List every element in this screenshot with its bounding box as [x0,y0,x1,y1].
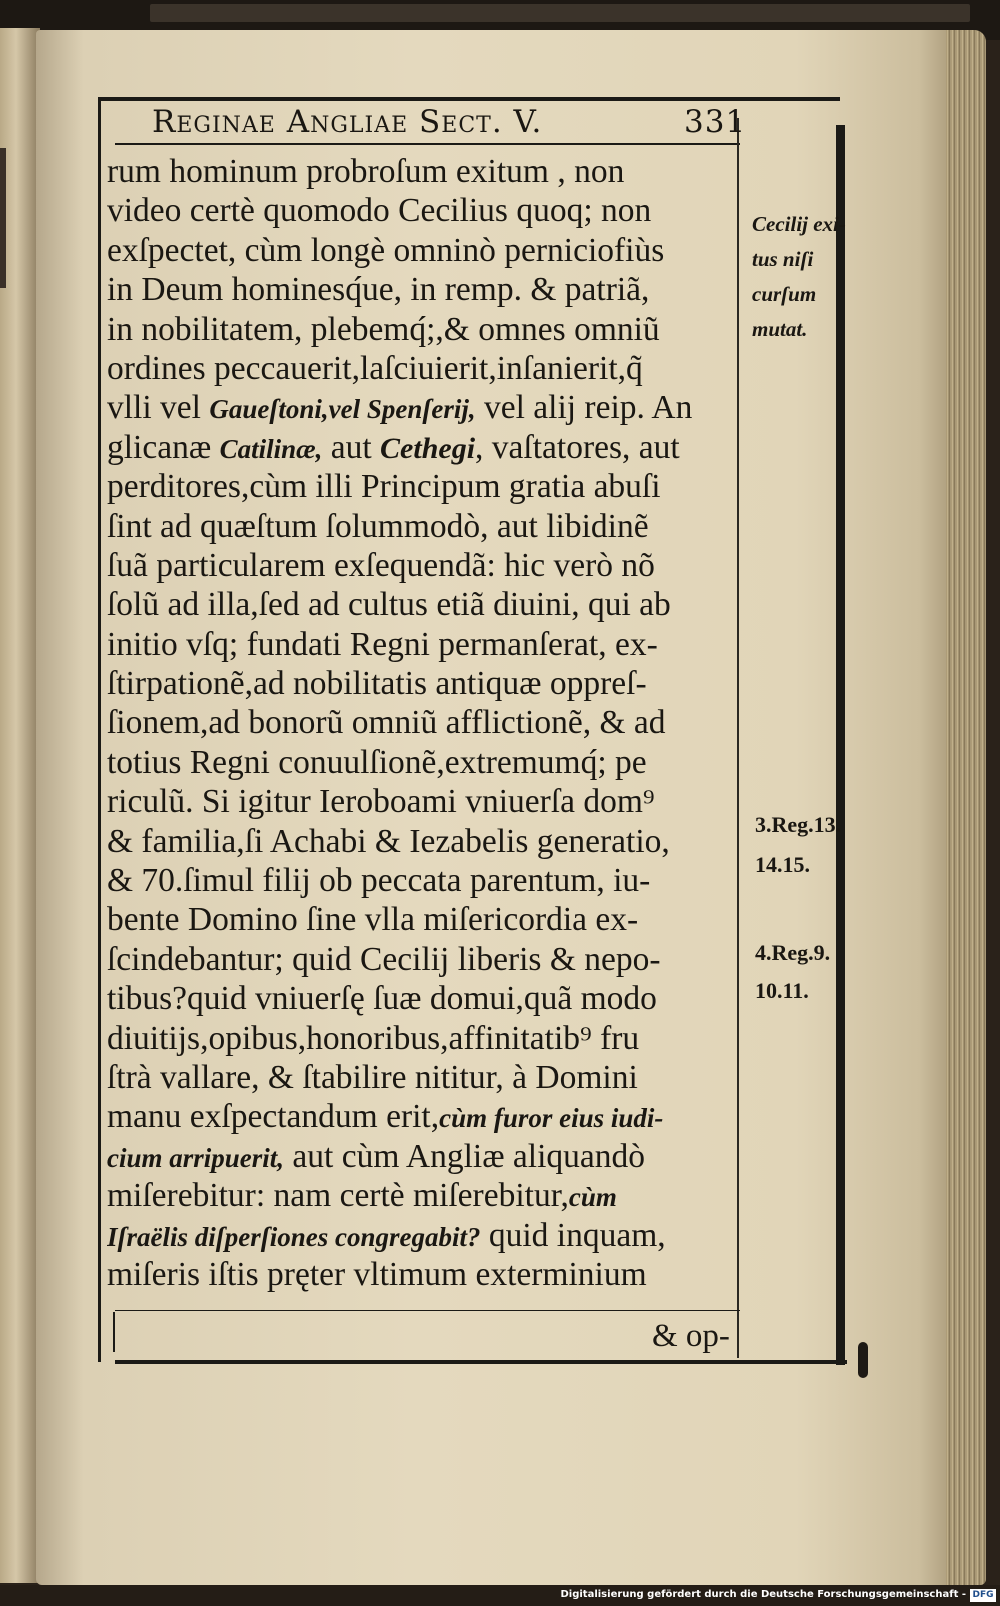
text-line: riculũ. Si igitur Ieroboami vniuerſa dom⁹ [107,783,655,821]
funding-credit: Digitalisierung gefördert durch die Deutsche Forschungsgemeinschaft - [560,1589,966,1600]
text-line [107,1176,747,1215]
text-segment: , vaſtatores, aut [475,428,680,466]
text-line: ſolũ ad illa,ſed ad cultus etiã diuini, qui ab [107,586,671,624]
catchword: & op- [652,1318,730,1354]
margin-reference: 3.Reg.13. [755,812,842,837]
text-line: initio vſq; fundati Regni permanſerat, ex- [107,625,658,663]
text-line: ſtirpationẽ,ad nobilitatis antiquæ oppreſ- [107,665,647,703]
running-header-title: Reginae Angliae Sect. V. [152,104,543,140]
text-line: ſionem,ad bonorũ omniũ afflictionẽ, & ad [107,704,666,742]
text-line: in nobilitatem, plebemq́;,& omnes omniũ [107,310,660,348]
text-line: ſcindebantur; quid Cecilij liberis & nepo- [107,940,661,978]
text-segment: quid inquam, [480,1216,666,1254]
margin-reference: 4.Reg.9. [755,940,831,965]
top-edge-shadow [150,4,970,22]
text-line [107,388,747,427]
text-line: ſuã particularem exſequendã: hic verò nõ [107,546,655,584]
text-segment: aut cùm Angliæ aliquandò [284,1137,646,1175]
text-line: perditores,cùm illi Principum gratia abuſi [107,468,661,506]
text-segment: miſerebitur: nam certè miſerebitur, [107,1177,569,1215]
text-line [107,1137,747,1176]
text-line: & 70.ſimul filij ob peccata parentum, iu- [107,862,651,900]
text-segment: vel alij reip. An [475,389,693,427]
frame-bottom-rule [115,1360,847,1364]
frame-right-rule [836,125,845,1365]
text-line: video certè quomodo Cecilius quoq; non [107,192,652,230]
italic-name: Gaueſtoni,vel Spenſerij, [209,394,476,425]
italic-quote: cùm [568,1182,617,1213]
text-line: ſtrà vallare, & ſtabilire nititur, à Domini [107,1058,638,1096]
frame-left-rule [98,97,101,1362]
text-line: & familia,ſi Achabi & Iezabelis generatio, [107,822,670,860]
left-page-shadow [0,148,6,288]
text-line [107,1097,747,1136]
italic-quote: cium arripuerit, [107,1142,285,1173]
text-segment: glicanæ [107,428,220,466]
margin-note: curſum [752,282,817,306]
text-segment: manu exſpectandum erit, [107,1098,440,1136]
text-line: miſeris iſtis pręter vltimum exterminium [107,1255,647,1293]
catchword-left-rule [113,1312,115,1352]
margin-note: Cecilij exi- [752,212,846,236]
running-header [152,104,747,144]
text-line [107,428,747,467]
left-page-edge [0,28,40,1583]
text-line [107,1216,747,1255]
text-line: totius Regni conuulſionẽ,extremumq́; pe [107,743,647,781]
text-line: tibus?quid vniuerſę ſuæ domui,quã modo [107,980,657,1018]
text-line: bente Domino ſine vlla miſericordia ex- [107,901,639,939]
frame-top-rule [100,97,840,101]
text-line: in Deum hominesq́ue, in remp. & patriã, [107,271,650,309]
margin-reference: 10.11. [755,978,809,1003]
text-line: ſint ad quæſtum ſolummodò, aut libidinẽ [107,507,649,545]
margin-note: tus niſi [752,247,814,271]
margin-reference: 14.15. [755,852,810,877]
text-line: exſpectet, cùm longè omninò perniciofiùs [107,231,665,269]
text-line: ordines peccauerit,laſciuierit,inſanierit,q̃ [107,349,643,387]
italic-name: Cethegi [380,431,476,465]
italic-quote: cùm furor eius iudi- [439,1103,664,1134]
page-leaves-edge [946,30,986,1585]
text-segment: vlli vel [107,389,210,427]
italic-quote: Iſraëlis diſperſiones congregabit? [107,1221,481,1252]
body-text [107,152,747,1294]
text-segment: aut [322,428,381,466]
italic-name: Catilinæ, [219,433,323,464]
dfg-logo: DFG [970,1589,996,1602]
page-number: 331 [684,104,747,140]
ink-smudge [858,1342,868,1378]
margin-note: mutat. [752,317,808,341]
catchword-rule [115,1310,740,1311]
text-line: rum hominum probroſum exitum , non [107,153,625,190]
text-line: diuitijs,opibus,honoribus,affinitatib⁹ fru [107,1019,640,1057]
